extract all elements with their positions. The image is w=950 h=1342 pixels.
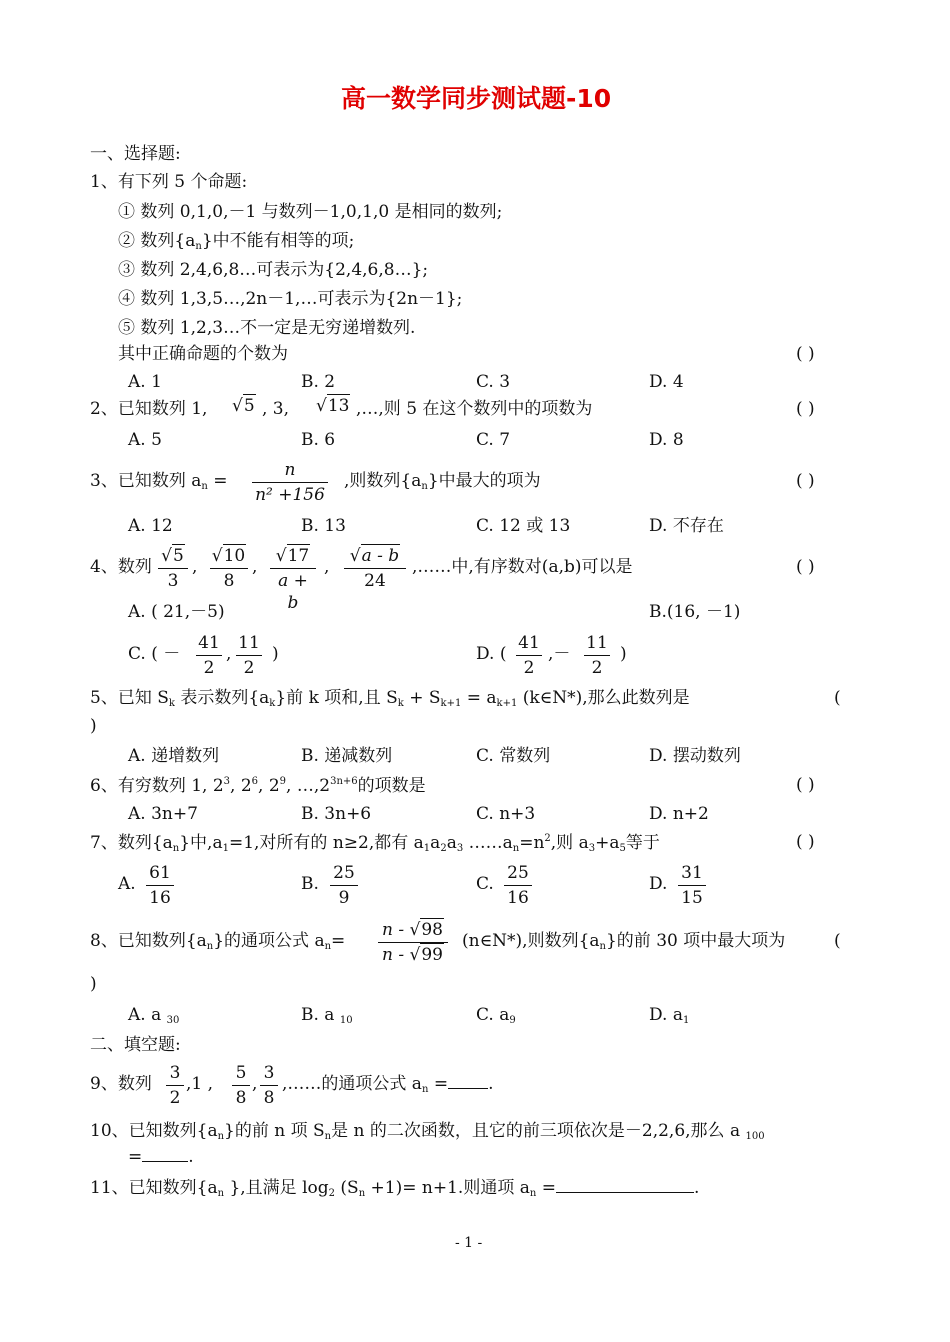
q10-answer-blank[interactable] xyxy=(142,1161,188,1162)
q11-answer-blank[interactable] xyxy=(556,1192,694,1193)
q4-fraction-3: √17 a + b xyxy=(270,545,316,592)
q8-fraction: n - √98 n - √99 xyxy=(378,919,448,966)
q7-option-b-fraction: 25 9 xyxy=(330,862,358,909)
q2-stem-mid: , 3, xyxy=(262,399,290,419)
q9-stem-mid: ,1 , xyxy=(186,1074,214,1094)
page-number: - 1 - xyxy=(455,1235,483,1251)
q4-stem-post: ,……中,有序数对(a,b)可以是 xyxy=(412,557,633,577)
q8-option-b: B. a $_{10}$ xyxy=(301,1005,353,1026)
q2-option-a: A. 5 xyxy=(128,430,162,450)
q4-option-d-mid: ,－ xyxy=(548,644,571,664)
q1-answer-paren: ( ) xyxy=(796,344,815,364)
q9-comma: , xyxy=(252,1074,258,1094)
page-title: 高一数学同步测试题-10 xyxy=(341,84,612,113)
q3-option-a: A. 12 xyxy=(128,516,173,536)
q4-option-a: A. ( 21,－5) xyxy=(128,602,225,622)
q1-option-c: C. 3 xyxy=(476,372,511,392)
q3-option-d: D. 不存在 xyxy=(649,516,724,536)
q5-stem: 5、已知 $S_k$ 表示数列$\{a_k\}$前 k 项和,且 $S_k + S_{k+1} = a_{k+1}$ (k∈N*),那么此数列是 xyxy=(90,688,690,709)
q5-paren-open: ( xyxy=(834,688,841,708)
q4-option-c-fraction-1: 41 2 xyxy=(196,632,222,679)
q1-statement-1: ① 数列 0,1,0,－1 与数列－1,0,1,0 是相同的数列; xyxy=(118,202,503,222)
q4-option-d-fraction-2: 11 2 xyxy=(584,632,610,679)
q4-comma-3: , xyxy=(324,557,330,577)
q4-option-c-post: ) xyxy=(272,644,279,664)
q4-fraction-2: √10 8 xyxy=(210,545,248,592)
q7-stem: 7、数列$\{a_n\}$中$,a_1=1$,对所有的 n≥2,都有 $a_1a_2a_3$ $\dots\dots a_n=n^2$,则 $a_3+a_5$等于 xyxy=(90,833,660,854)
q1-stem: 1、有下列 5 个命题: xyxy=(90,172,248,192)
q4-option-c-fraction-2: 11 2 xyxy=(236,632,262,679)
q11-stem: 11、已知数列{$a_n$ },且满足 $\log_2 (S_n +1)= n+1$.则通项 $a_n$ = . xyxy=(90,1178,700,1199)
q9-fraction-1: 3 2 xyxy=(166,1062,184,1109)
q7-answer-paren: ( ) xyxy=(796,832,815,852)
q5-option-b: B. 递减数列 xyxy=(301,746,393,766)
q3-stem-pre: 3、已知数列 $a_n$ = xyxy=(90,471,228,492)
q8-option-c: C. $a_9$ xyxy=(476,1005,516,1026)
q2-option-c: C. 7 xyxy=(476,430,511,450)
q1-statement-2: ② 数列$\{a_n\}$中不能有相等的项; xyxy=(118,231,355,252)
q4-comma-2: , xyxy=(252,557,258,577)
q6-answer-paren: ( ) xyxy=(796,775,815,795)
q1-option-d: D. 4 xyxy=(649,372,684,392)
section-heading-fill: 二、填空题: xyxy=(90,1035,181,1055)
q1-statement-3: ③ 数列 2,4,6,8…可表示为{2,4,6,8…}; xyxy=(118,260,429,280)
q1-option-b: B. 2 xyxy=(301,372,336,392)
q3-option-b: B. 13 xyxy=(301,516,346,536)
q8-paren-close: ) xyxy=(90,974,97,994)
q5-option-d: D. 摆动数列 xyxy=(649,746,741,766)
q2-answer-paren: ( ) xyxy=(796,399,815,419)
q2-stem-pre: 2、已知数列 1, xyxy=(90,399,208,419)
q10-stem: 10、已知数列$\{a_n\}$的前 n 项 $S_n$是 n 的二次函数，且它的前三项依次是－2,2,6,那么 a $_{100}$ xyxy=(90,1121,765,1142)
q9-fraction-3: 3 8 xyxy=(260,1062,278,1109)
q4-stem-pre: 4、数列 xyxy=(90,557,152,577)
q7-option-d-label: D. xyxy=(649,874,668,894)
q8-option-a: A. a $_{30}$ xyxy=(128,1005,180,1026)
q6-option-d: D. n+2 xyxy=(649,804,709,824)
q8-paren-open: ( xyxy=(834,931,841,951)
q10-answer-line: = . xyxy=(128,1147,194,1167)
q4-fraction-4: √a - b 24 xyxy=(344,545,406,592)
q6-stem: 6、有穷数列 1, $2^3$, $2^6$, $2^9$, $\dots,2^{3n+6}$的项数是 xyxy=(90,776,426,796)
q7-option-d-fraction: 31 15 xyxy=(678,862,706,909)
q4-option-c-comma: , xyxy=(226,644,232,664)
q8-option-d: D. $a_1$ xyxy=(649,1005,690,1026)
q1-question: 其中正确命题的个数为 xyxy=(118,344,288,364)
q4-option-d-fraction-1: 41 2 xyxy=(516,632,542,679)
q8-stem-post: (n∈N*),则数列$\{a_n\}$的前 30 项中最大项为 xyxy=(462,931,786,952)
q6-option-c: C. n+3 xyxy=(476,804,536,824)
q5-option-c: C. 常数列 xyxy=(476,746,551,766)
q2-option-b: B. 6 xyxy=(301,430,336,450)
q9-stem-pre: 9、数列 xyxy=(90,1074,152,1094)
q1-statement-4: ④ 数列 1,3,5…,2n－1,…可表示为{2n－1}; xyxy=(118,289,463,309)
q4-option-d-post: ) xyxy=(620,644,627,664)
q2-option-d: D. 8 xyxy=(649,430,684,450)
q9-stem-post: ,……的通项公式 $a_n$ = . xyxy=(282,1074,494,1095)
q4-fraction-1: √5 3 xyxy=(158,545,188,592)
q9-answer-blank[interactable] xyxy=(448,1088,488,1089)
q9-fraction-2: 5 8 xyxy=(232,1062,250,1109)
q3-stem-post: ,则数列$\{a_n\}$中最大的项为 xyxy=(344,471,541,492)
q7-option-a-fraction: 61 16 xyxy=(146,862,174,909)
q1-option-a: A. 1 xyxy=(128,372,162,392)
q7-option-c-fraction: 25 16 xyxy=(504,862,532,909)
q4-option-d-pre: D. ( xyxy=(476,644,507,664)
q6-option-b: B. 3n+6 xyxy=(301,804,372,824)
q5-paren-close: ) xyxy=(90,716,97,736)
q8-stem-pre: 8、已知数列$\{a_n\}$的通项公式 $a_n=$ xyxy=(90,931,346,952)
q3-answer-paren: ( ) xyxy=(796,471,815,491)
q4-option-c-pre: C. ( － xyxy=(128,644,181,664)
q5-option-a: A. 递增数列 xyxy=(128,746,220,766)
q2-sqrt-5: √5 xyxy=(232,396,255,416)
q4-answer-paren: ( ) xyxy=(796,557,815,577)
q6-option-a: A. 3n+7 xyxy=(128,804,198,824)
q2-sqrt-13: √13 xyxy=(316,396,350,416)
q1-statement-5: ⑤ 数列 1,2,3…不一定是无穷递增数列. xyxy=(118,318,416,338)
q2-stem-post: ,…,则 5 在这个数列中的项数为 xyxy=(356,399,593,419)
q7-option-a-label: A. xyxy=(118,874,136,894)
section-heading-choice: 一、选择题: xyxy=(90,144,181,164)
q7-option-c-label: C. xyxy=(476,874,494,894)
q4-option-b: B.(16, －1) xyxy=(649,602,741,622)
q3-fraction: n n² +156 xyxy=(252,459,328,506)
q3-option-c: C. 12 或 13 xyxy=(476,516,571,536)
q7-option-b-label: B. xyxy=(301,874,319,894)
q4-comma-1: , xyxy=(192,557,198,577)
